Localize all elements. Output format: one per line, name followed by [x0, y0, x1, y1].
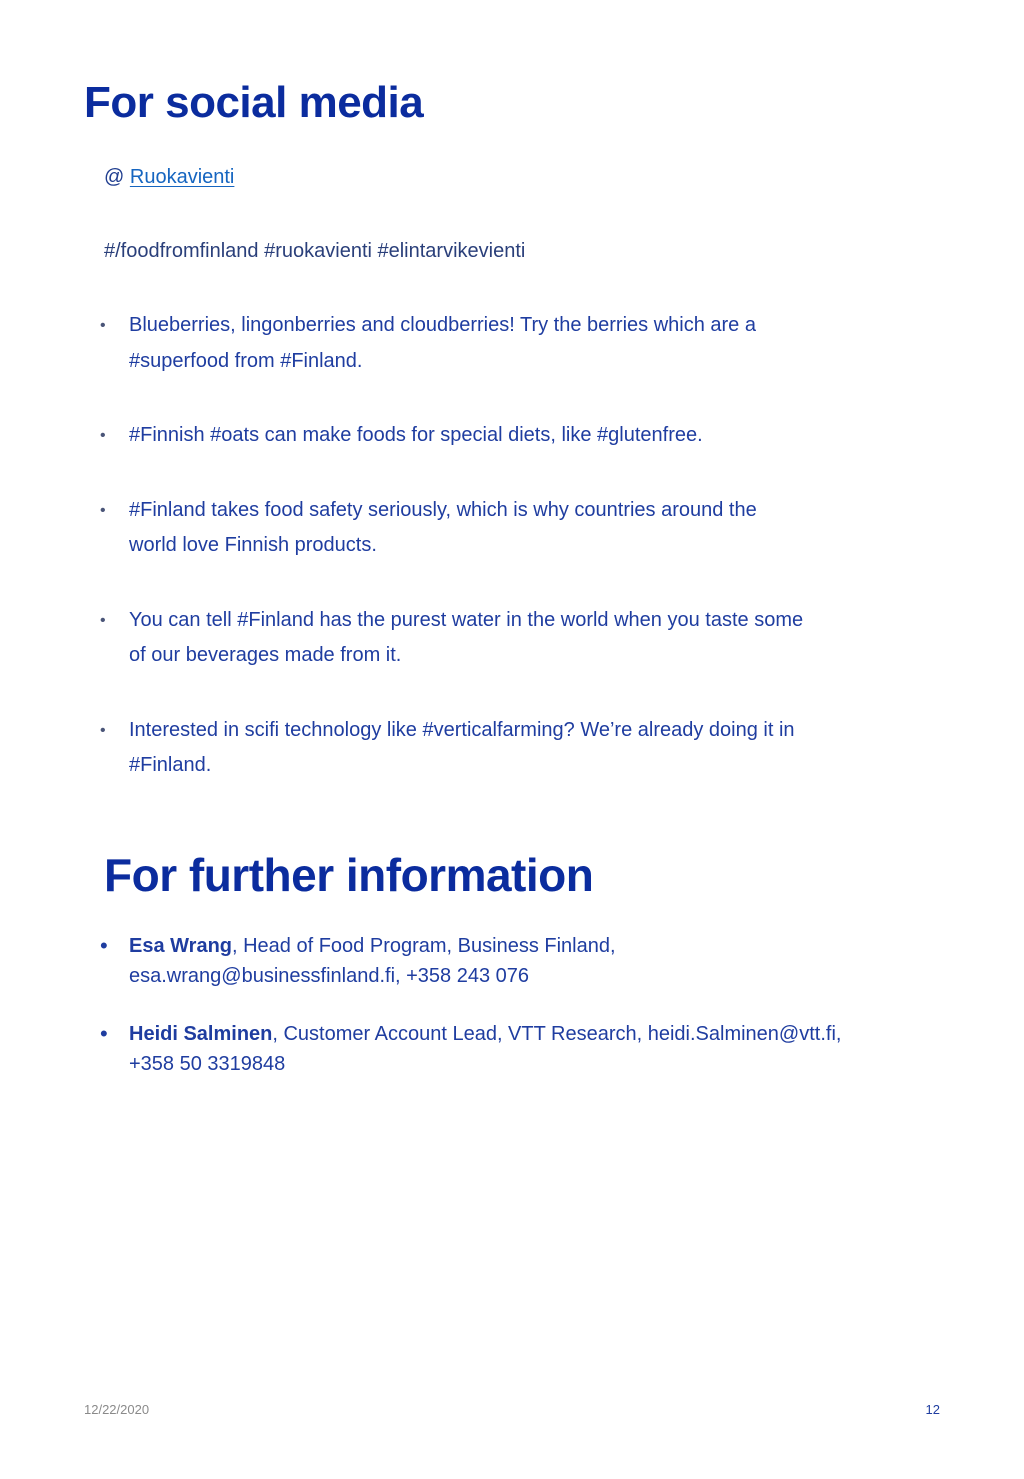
- social-handle-line: [104, 159, 234, 195]
- list-item: [100, 418, 924, 454]
- bullet-icon: •: [100, 427, 106, 444]
- contact-details-line2: +358 50 3319848: [129, 1053, 286, 1075]
- page-number: 12: [925, 1402, 940, 1417]
- contact-name: Esa Wrang: [129, 935, 232, 957]
- bullet-icon: •: [100, 501, 106, 519]
- hashtags-line: #/foodfromfinland #ruokavienti #elintarvikevienti: [104, 240, 526, 262]
- list-item-text-line2: #Finland.: [129, 754, 212, 776]
- list-item-text-line1: #Finland takes food safety seriously, which is why countries around the: [129, 498, 757, 521]
- contact-details-line1: , Customer Account Lead, VTT Research, heidi.Salminen@vtt.fi,: [272, 1023, 842, 1045]
- bullet-icon: •: [100, 1021, 108, 1046]
- list-item-text-line2: #superfood from #Finland.: [129, 349, 363, 372]
- bullet-icon: •: [100, 317, 106, 334]
- list-item-text-line1: You can tell #Finland has the purest water in the world when you taste some: [129, 608, 804, 631]
- contact-item-heidi-salminen: [100, 1019, 924, 1079]
- ruokavienti-link[interactable]: Ruokavienti: [129, 166, 235, 188]
- further-information-heading: For further information: [104, 849, 594, 901]
- at-symbol: @: [104, 166, 125, 188]
- list-item-text-line1: #Finnish #oats can make foods for special diets, like #glutenfree.: [129, 424, 703, 446]
- list-item-text-line1: Blueberries, lingonberries and cloudberries! Try the berries which are a: [129, 314, 756, 336]
- list-item-text-line1: Interested in scifi technology like #verticalfarming? We’re already doing it in: [129, 718, 795, 741]
- social-post-list: [100, 308, 924, 823]
- bullet-icon: •: [100, 721, 106, 739]
- contact-list: [100, 931, 924, 1107]
- list-item: [100, 308, 924, 379]
- contact-item-esa-wrang: [100, 931, 924, 991]
- bullet-icon: •: [100, 933, 108, 958]
- contact-name: Heidi Salminen: [129, 1023, 273, 1045]
- bullet-icon: •: [100, 611, 106, 629]
- social-media-heading: For social media: [84, 78, 424, 127]
- list-item-text-line2: of our beverages made from it.: [129, 644, 402, 666]
- list-item-text-line2: world love Finnish products.: [129, 534, 377, 556]
- contact-details-line1: , Head of Food Program, Business Finland,: [232, 935, 616, 957]
- list-item: [100, 713, 924, 784]
- list-item: [100, 493, 924, 564]
- list-item: [100, 603, 924, 674]
- footer-date: 12/22/2020: [84, 1402, 150, 1417]
- contact-details-line2: esa.wrang@businessfinland.fi, +358 243 076: [129, 965, 530, 987]
